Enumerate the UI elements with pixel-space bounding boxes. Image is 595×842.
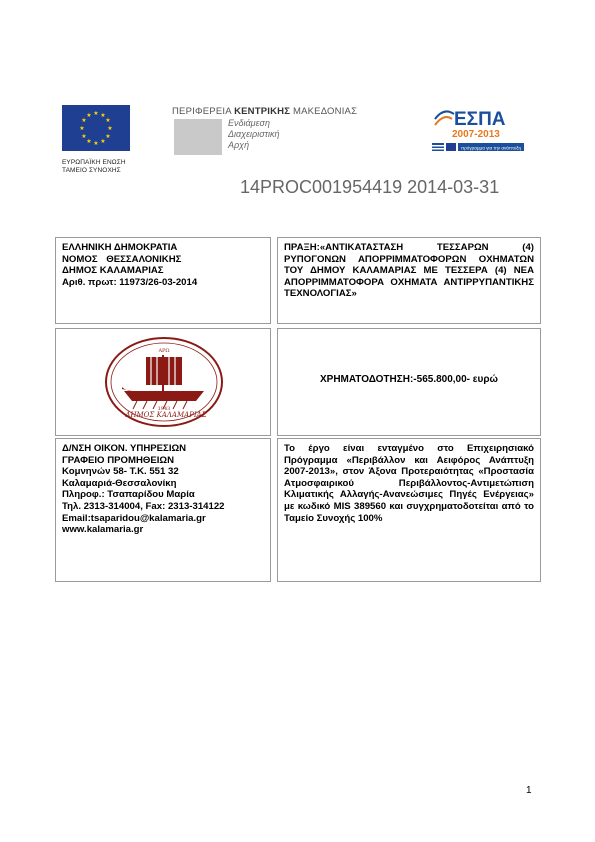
department: Δ/ΝΣΗ ΟΙΚΟΝ. ΥΠΗΡΕΣΙΩΝ xyxy=(62,443,187,454)
program-description: Το έργο είναι ενταγμένο στο Επιχειρησιακό Πρόγραμμα «Περιβάλλον και Αειφόρος Ανάπτυξη 2007-2013», στον Άξονα Προτεραιότητας «Προστασία Ατμοσφαιρικού Περιβάλλοντος-Αντιμετώπιση Κλιματικής Αλλαγής-Ανανεώσιμες Πηγές Ενέργειας» με κωδικό MIS 389560 και συγχρηματοδοτείται από το Ταμείο Συνοχής 100% xyxy=(284,443,534,524)
seal-cell xyxy=(55,328,271,436)
municipality-seal xyxy=(62,333,266,431)
action-title: ΠΡΑΞΗ:«ΑΝΤΙΚΑΤΑΣΤΑΣΗ ΤΕΣΣΑΡΩΝ (4) ΡΥΠΟΓΟΝΩΝ ΑΠΟΡΡΙΜΜΑΤΟΦΟΡΩΝ ΟΧΗΜΑΤΩΝ ΤΟΥ ΔΗΜΟΥ ΚΑΛΑΜΑΡΙΑΣ ΜΕ ΤΕΣΣΕΡΑ (4) ΝΕΑ ΑΠΟΡΡΙΜΜΑΤΟΦΟΡΑ ΟΧΗΜΑΤΑ ΑΝΤΙΡΡΥΠΑΝΤΙΚΗΣ ΤΕΧΝΟΛΟΓΙΑΣ» xyxy=(284,242,534,300)
region-logo xyxy=(172,106,372,156)
svg-text:★: ★ xyxy=(81,133,87,140)
svg-text:★: ★ xyxy=(100,138,106,145)
espa-tagline: πρόγραμμα για την ανάπτυξη xyxy=(461,145,522,151)
svg-text:★: ★ xyxy=(105,133,111,140)
office: ΓΡΑΦΕΙΟ ΠΡΟΜΗΘΕΙΩΝ xyxy=(62,454,175,466)
svg-text:★: ★ xyxy=(105,117,111,124)
program-cell xyxy=(277,438,541,582)
seal-year: 1943 xyxy=(157,406,171,412)
action-cell xyxy=(277,237,541,324)
eu-mini-flag-icon xyxy=(446,143,456,151)
city: Καλαμαριά-Θεσσαλονίκη xyxy=(62,477,177,489)
svg-text:★: ★ xyxy=(86,138,92,145)
svg-text:★: ★ xyxy=(93,110,99,117)
address: Κομνηνών 58- Τ.Κ. 551 32 xyxy=(62,466,179,478)
espa-logo xyxy=(432,103,526,155)
website: www.kalamaria.gr xyxy=(62,524,144,536)
espa-swirl-icon xyxy=(435,111,454,125)
email: Email:tsaparidou@kalamaria.gr xyxy=(62,512,206,524)
svg-text:★: ★ xyxy=(100,112,106,119)
svg-text:★: ★ xyxy=(79,125,85,132)
espa-title: ΕΣΠΑ xyxy=(454,109,506,130)
eu-caption: ΕΥΡΩΠΑΪΚΗ ΕΝΩΣΗ ΤΑΜΕΙΟ ΣΥΝΟΧΗΣ xyxy=(62,159,126,174)
funding-amount: ΧΡΗΜΑΤΟΔΟΤΗΣΗ:-565.800,00- ευρώ xyxy=(320,374,498,385)
svg-text:★: ★ xyxy=(107,125,113,132)
region-emblem-icon xyxy=(174,119,222,155)
page-number: 1 xyxy=(526,785,532,796)
espa-years: 2007-2013 xyxy=(452,129,500,140)
document-reference: 14PROC001954419 2014-03-31 xyxy=(240,177,500,197)
phone-fax: Τηλ. 2313-314004, Fax: 2313-314122 xyxy=(62,500,225,512)
greek-flag-icon xyxy=(432,143,444,151)
svg-text:ΑΡΩ: ΑΡΩ xyxy=(158,348,170,354)
issuer-cell: ΕΛΛΗΝΙΚΗ ΔΗΜΟΚΡΑΤΙΑ ΝΟΜΟΣ ΘΕΣΣΑΛΟΝΙΚΗΣ ΔΗΜΟΣ ΚΑΛΑΜΑΡΙΑΣ Αριθ. πρωτ: 11973/26-03-2014 xyxy=(55,237,271,324)
svg-text:★: ★ xyxy=(93,140,99,147)
svg-text:★: ★ xyxy=(81,117,87,124)
svg-text:★: ★ xyxy=(86,112,92,119)
seal-text: ΔΗΜΟΣ ΚΑΛΑΜΑΡΙΑΣ xyxy=(125,411,207,419)
eu-stars-icon xyxy=(62,105,130,151)
eu-flag-logo xyxy=(62,105,130,151)
protocol-number: Αριθ. πρωτ: 11973/26-03-2014 xyxy=(62,276,198,288)
contact-cell xyxy=(55,438,271,582)
contact-person: Πληροφ.: Τσαπαρίδου Μαρία xyxy=(62,489,195,501)
header-table xyxy=(55,237,541,582)
region-name: ΠΕΡΙΦΕΡΕΙΑ ΚΕΝΤΡΙΚΗΣ ΜΑΚΕΔΟΝΙΑΣ xyxy=(172,106,358,117)
funding-cell xyxy=(277,328,541,436)
region-authority: Ενδιάμεση Διαχειριστική Αρχή xyxy=(228,118,280,150)
